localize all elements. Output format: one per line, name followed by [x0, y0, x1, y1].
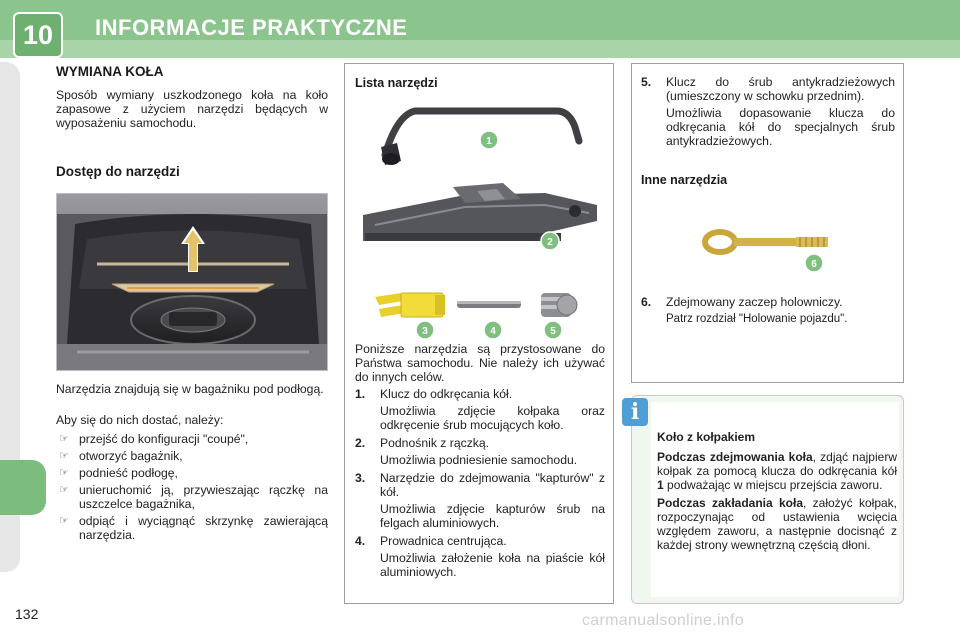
- callout-label: 4: [490, 326, 496, 337]
- item-number: 6.: [641, 295, 652, 309]
- item-description: Umożliwia dopasowanie klucza do odkręcania kół do specjalnych śrub antykradzieżowych.: [666, 106, 895, 148]
- step-text: otworzyć bagażnik,: [79, 449, 183, 463]
- antitheft-key-icon: [541, 293, 577, 317]
- jack-icon: [363, 183, 597, 241]
- info-text-fragment: podważając w miejscu przejścia zaworu.: [663, 478, 883, 492]
- list-item: [56, 466, 328, 480]
- info-text: [657, 430, 897, 556]
- watermark: carmanualsonline.info: [582, 612, 744, 629]
- item-name: Prowadnica centrująca.: [380, 534, 507, 548]
- pointer-icon: ☞: [59, 515, 69, 527]
- item-number: 5.: [641, 75, 652, 89]
- header-band-stripe: [0, 40, 960, 58]
- callout-label: 1: [486, 136, 492, 147]
- chapter-badge: 10: [13, 12, 63, 58]
- item-description: Umożliwia założenie koła na piaście kół aluminiowych.: [380, 551, 605, 579]
- trunk-photo-drawing: [57, 194, 328, 371]
- chapter-tab[interactable]: [0, 460, 46, 515]
- list-item: [56, 483, 328, 511]
- list-item: [641, 295, 895, 309]
- list-item: [355, 534, 605, 548]
- info-heading: Koło z kołpakiem: [657, 430, 756, 444]
- callout-3: [415, 320, 435, 340]
- step-text: przejść do konfiguracji "coupé",: [79, 432, 249, 446]
- tools-list: [355, 387, 605, 583]
- trunk-photo: [56, 193, 328, 371]
- step-text: podnieść podłogę,: [79, 466, 178, 480]
- callout-label: 3: [422, 326, 428, 337]
- item-description: Umożliwia zdjęcie kapturów śrub na felgach aluminiowych.: [380, 502, 605, 530]
- intro-text: Sposób wymiany uszkodzonego koła na koło zapasowe z użyciem narzędzi będących w wyposażeniu samochodu.: [56, 88, 328, 130]
- pointer-icon: ☞: [59, 450, 69, 462]
- callout-2: [540, 231, 560, 251]
- list-item: [355, 471, 605, 499]
- pointer-icon: ☞: [59, 467, 69, 479]
- info-emphasis: Podczas zakładania koła: [657, 496, 804, 510]
- item-number: 3.: [355, 471, 366, 485]
- info-paragraph-removal: [657, 450, 897, 492]
- info-text-fragment: , założyć kołpak, rozpoczynając od ustawienia wcięcia względem zaworu, a następnie docisnąć z każdej strony wewnętrzną częścią dłoni.: [657, 496, 897, 552]
- steps-intro: Aby się do nich dostać, należy:: [56, 413, 224, 427]
- list-item: [56, 432, 328, 446]
- tool-location-text: Narzędzia znajdują się w bagażniku pod podłogą.: [56, 382, 324, 396]
- list-item: [56, 449, 328, 463]
- info-emphasis: Podczas zdejmowania koła: [657, 450, 813, 464]
- item-description: Umożliwia podniesienie samochodu.: [380, 453, 578, 467]
- item-5-block: [641, 75, 895, 152]
- callout-1: [479, 130, 499, 150]
- page-title: INFORMACJE PRAKTYCZNE: [95, 15, 408, 40]
- page-number: 132: [15, 606, 39, 622]
- tools-heading: Lista narzędzi: [355, 76, 438, 90]
- item-number: 4.: [355, 534, 366, 548]
- list-item: [355, 436, 605, 450]
- info-reference: 1: [657, 478, 664, 492]
- item-description: Umożliwia zdjęcie kołpaka oraz odkręcenie śrub mocujących koło.: [380, 404, 605, 432]
- list-item: [641, 75, 895, 103]
- info-text-fragment: , zdjąć najpierw kołpak za pomocą klucza do odkręcania kół: [657, 450, 897, 478]
- item-description: Patrz rozdział "Holowanie pojazdu".: [666, 313, 848, 325]
- item-name: Zdejmowany zaczep holowniczy.: [666, 295, 843, 309]
- steps-list: [56, 432, 328, 545]
- callout-4: [483, 320, 503, 340]
- callout-5: [543, 320, 563, 340]
- item-name: Klucz do odkręcania kół.: [380, 387, 513, 401]
- callout-6: [804, 253, 824, 273]
- item-name: Klucz do śrub antykradzieżowych (umieszczony w schowku przednim).: [666, 75, 895, 103]
- section-heading-wheel-change: WYMIANA KOŁA: [56, 64, 164, 79]
- step-text: odpiąć i wyciągnąć skrzynkę zawierającą narzędzia.: [79, 514, 328, 542]
- section-heading-tool-access: Dostęp do narzędzi: [56, 164, 180, 179]
- step-text: unieruchomić ją, przywieszając rączkę na uszczelce bagażnika,: [79, 483, 328, 511]
- info-paragraph-fitting: [657, 496, 897, 552]
- centering-guide-icon: [457, 301, 521, 308]
- info-icon: i: [622, 398, 648, 426]
- item-number: 1.: [355, 387, 366, 401]
- callout-label: 2: [547, 237, 553, 248]
- item-name: Podnośnik z rączką.: [380, 436, 490, 450]
- list-item: [56, 514, 328, 542]
- callout-label: 6: [811, 259, 817, 270]
- tools-intro: Poniższe narzędzia są przystosowane do Państwa samochodu. Nie należy ich używać do innych celów.: [355, 342, 605, 384]
- hubcap-tool-icon: [375, 293, 445, 317]
- list-item: [355, 387, 605, 401]
- item-name: Narzędzie do zdejmowania "kapturów" z kół.: [380, 471, 605, 499]
- other-tools-heading: Inne narzędzia: [641, 173, 728, 187]
- item-number: 2.: [355, 436, 366, 450]
- callout-label: 5: [550, 326, 556, 337]
- pointer-icon: ☞: [59, 433, 69, 445]
- pointer-icon: ☞: [59, 484, 69, 496]
- item-6-block: [641, 295, 895, 330]
